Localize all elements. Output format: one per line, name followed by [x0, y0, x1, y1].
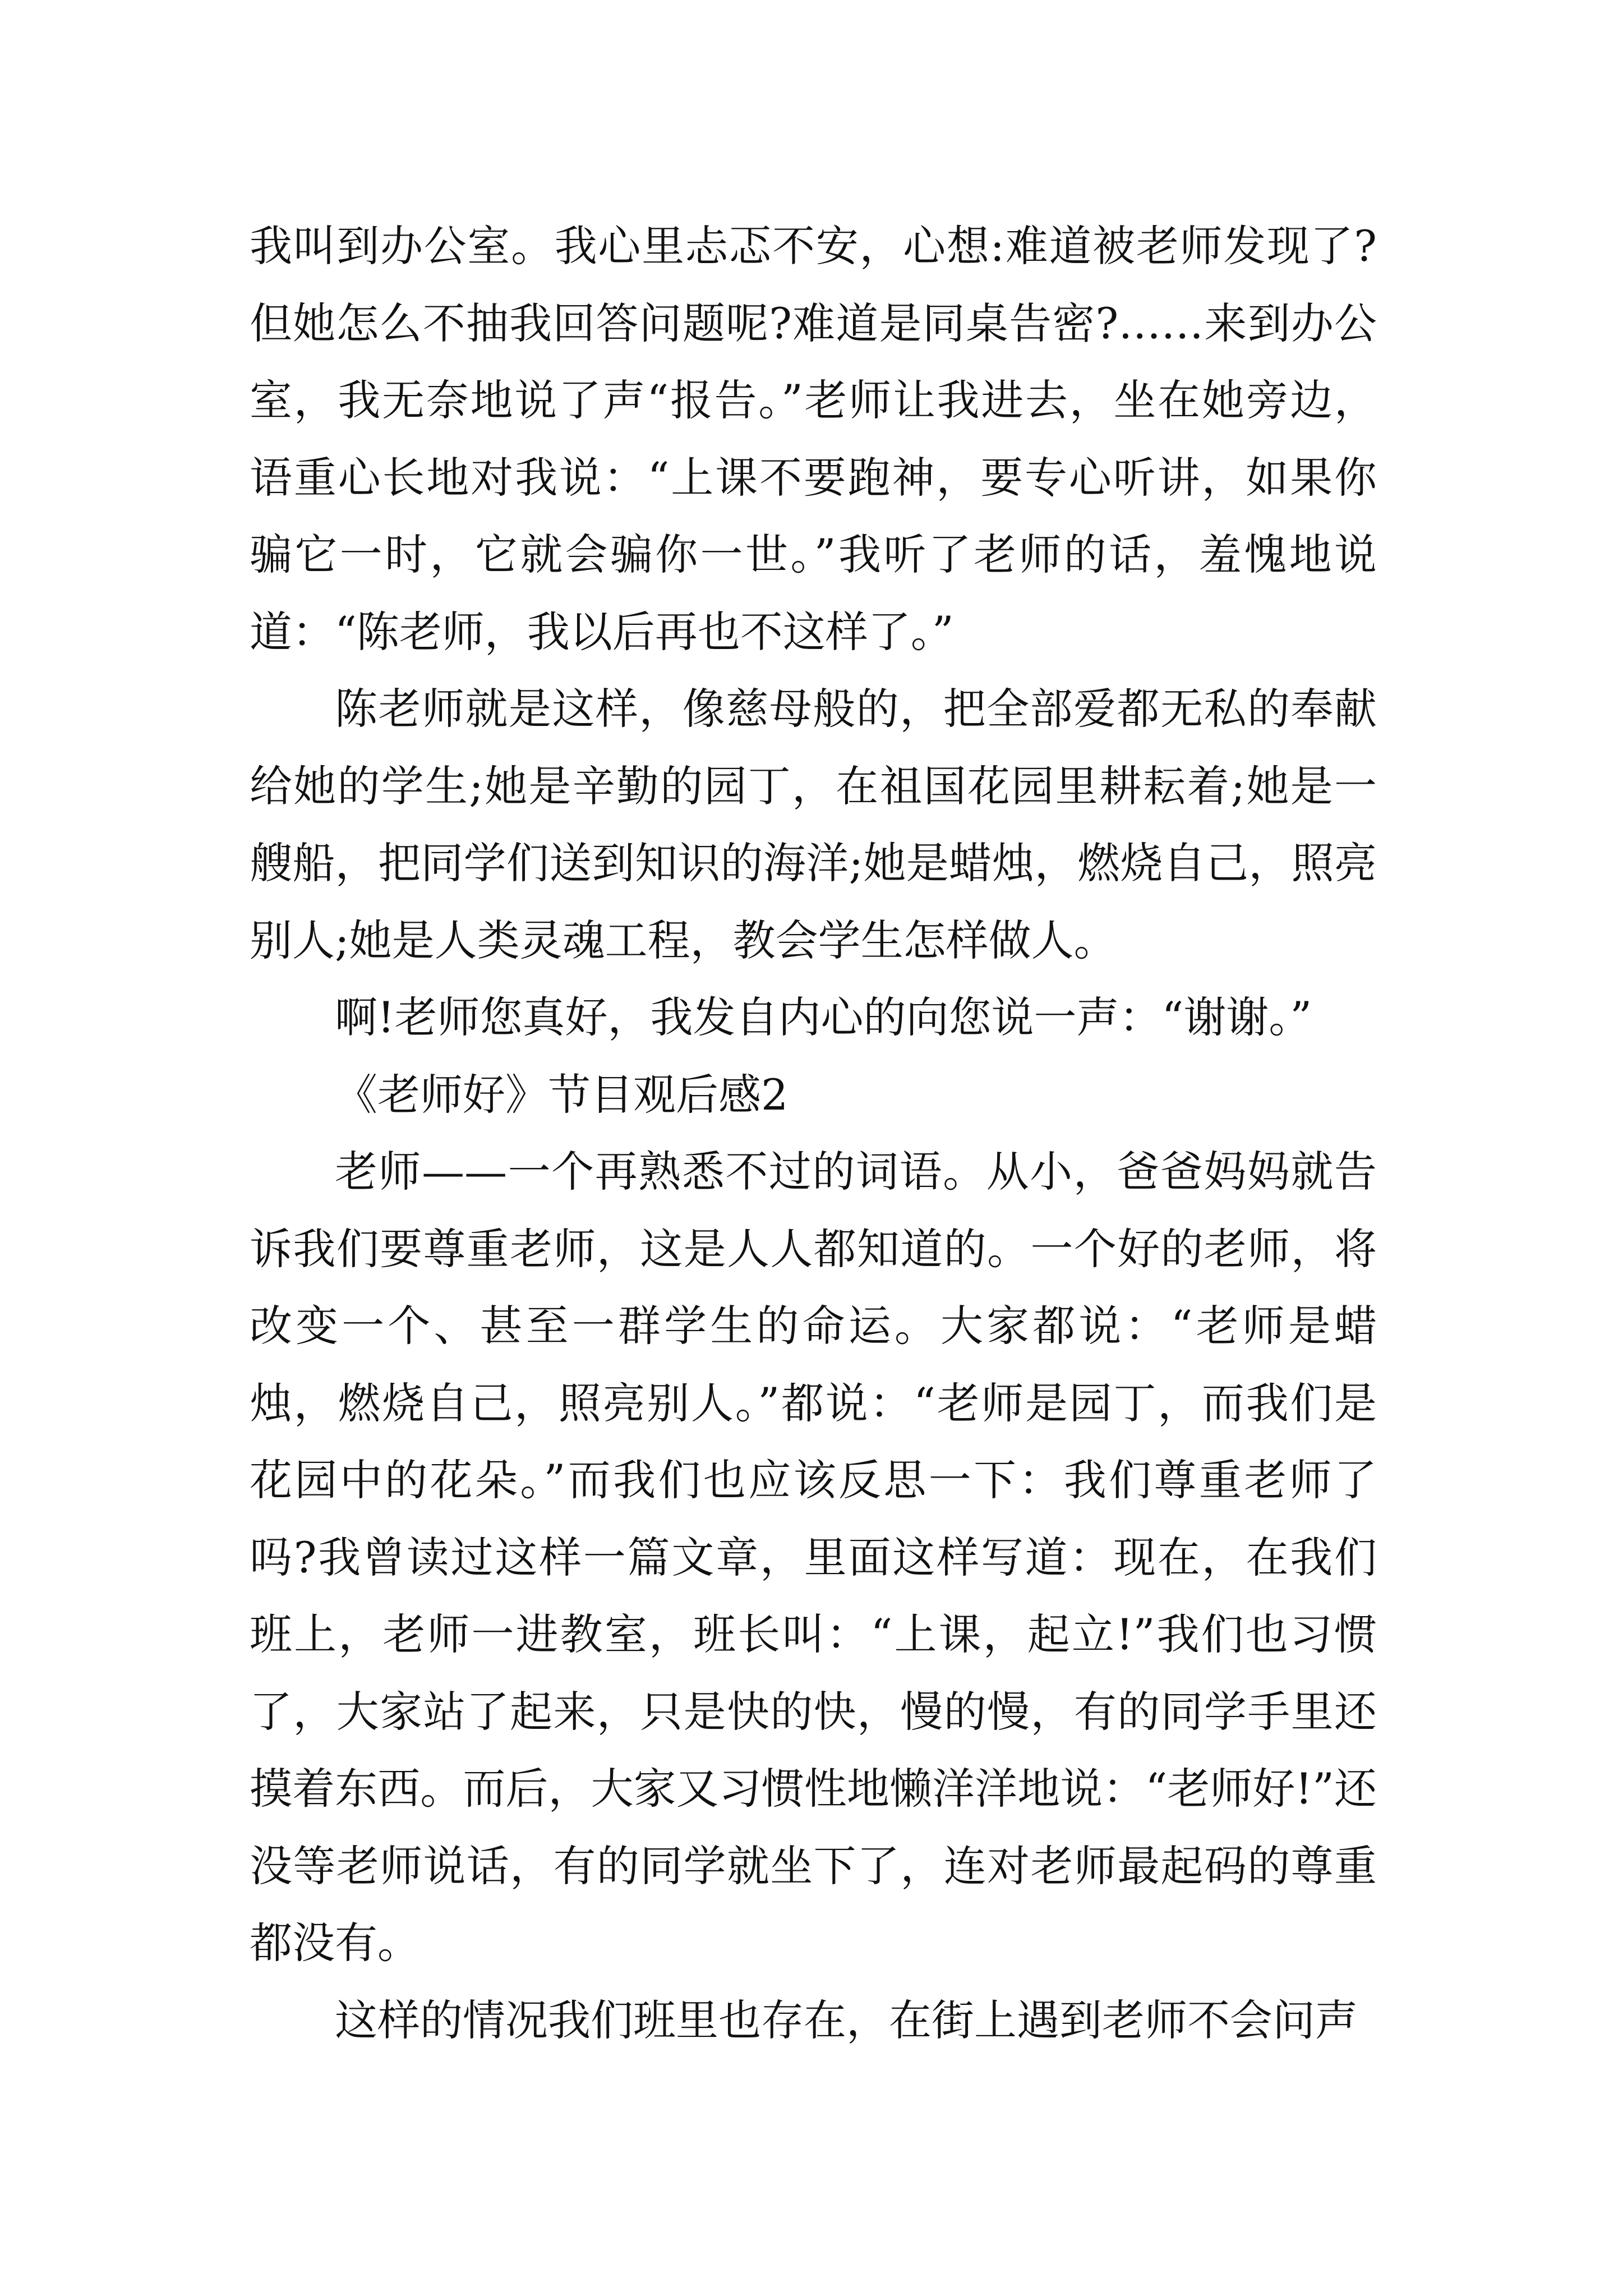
paragraph: 啊!老师您真好，我发自内心的向您说一声：“谢谢。”	[335, 992, 1312, 1042]
paragraph: 这样的情况我们班里也存在，在街上遇到老师不会问声	[335, 1995, 1358, 2045]
paragraph-continued: 我叫到办公室。我心里忐忑不安，心想:难道被老师发现了?但她怎么不抽我回答问题呢?难道是同桌告密?……来到办公室，我无奈地说了声“报告。”老师让我进去，坐在她旁边，语重心长地对我说：“上课不要跑神，要专心听讲，如果你骗它一时，它就会骗你一世。”我听了老师的话，羞愧地说道：“陈老师，我以后再也不这样了。”	[250, 221, 1377, 657]
paragraph: 老师——一个再熟悉不过的词语。从小，爸爸妈妈就告诉我们要尊重老师，这是人人都知道的。一个好的老师，将改变一个、甚至一群学生的命运。大家都说：“老师是蜡烛，燃烧自己，照亮别人。”都说：“老师是园丁，而我们是花园中的花朵。”而我们也应该反思一下：我们尊重老师了吗?我曾读过这样一篇文章，里面这样写道：现在，在我们班上，老师一进教室，班长叫：“上课，起立!”我们也习惯了，大家站了起来，只是快的快，慢的慢，有的同学手里还摸着东西。而后，大家又习惯性地懒洋洋地说：“老师好!”还没等老师说话，有的同学就坐下了，连对老师最起码的尊重都没有。	[250, 1147, 1377, 1968]
paragraph: 陈老师就是这样，像慈母般的，把全部爱都无私的奉献给她的学生;她是辛勤的园丁，在祖国花园里耕耘着;她是一艘船，把同学们送到知识的海洋;她是蜡烛，燃烧自己，照亮别人;她是人类灵魂工程，教会学生怎样做人。	[250, 684, 1377, 965]
document-body	[250, 208, 1377, 2059]
section-heading: 《老师好》节目观后感2	[335, 1069, 789, 1120]
